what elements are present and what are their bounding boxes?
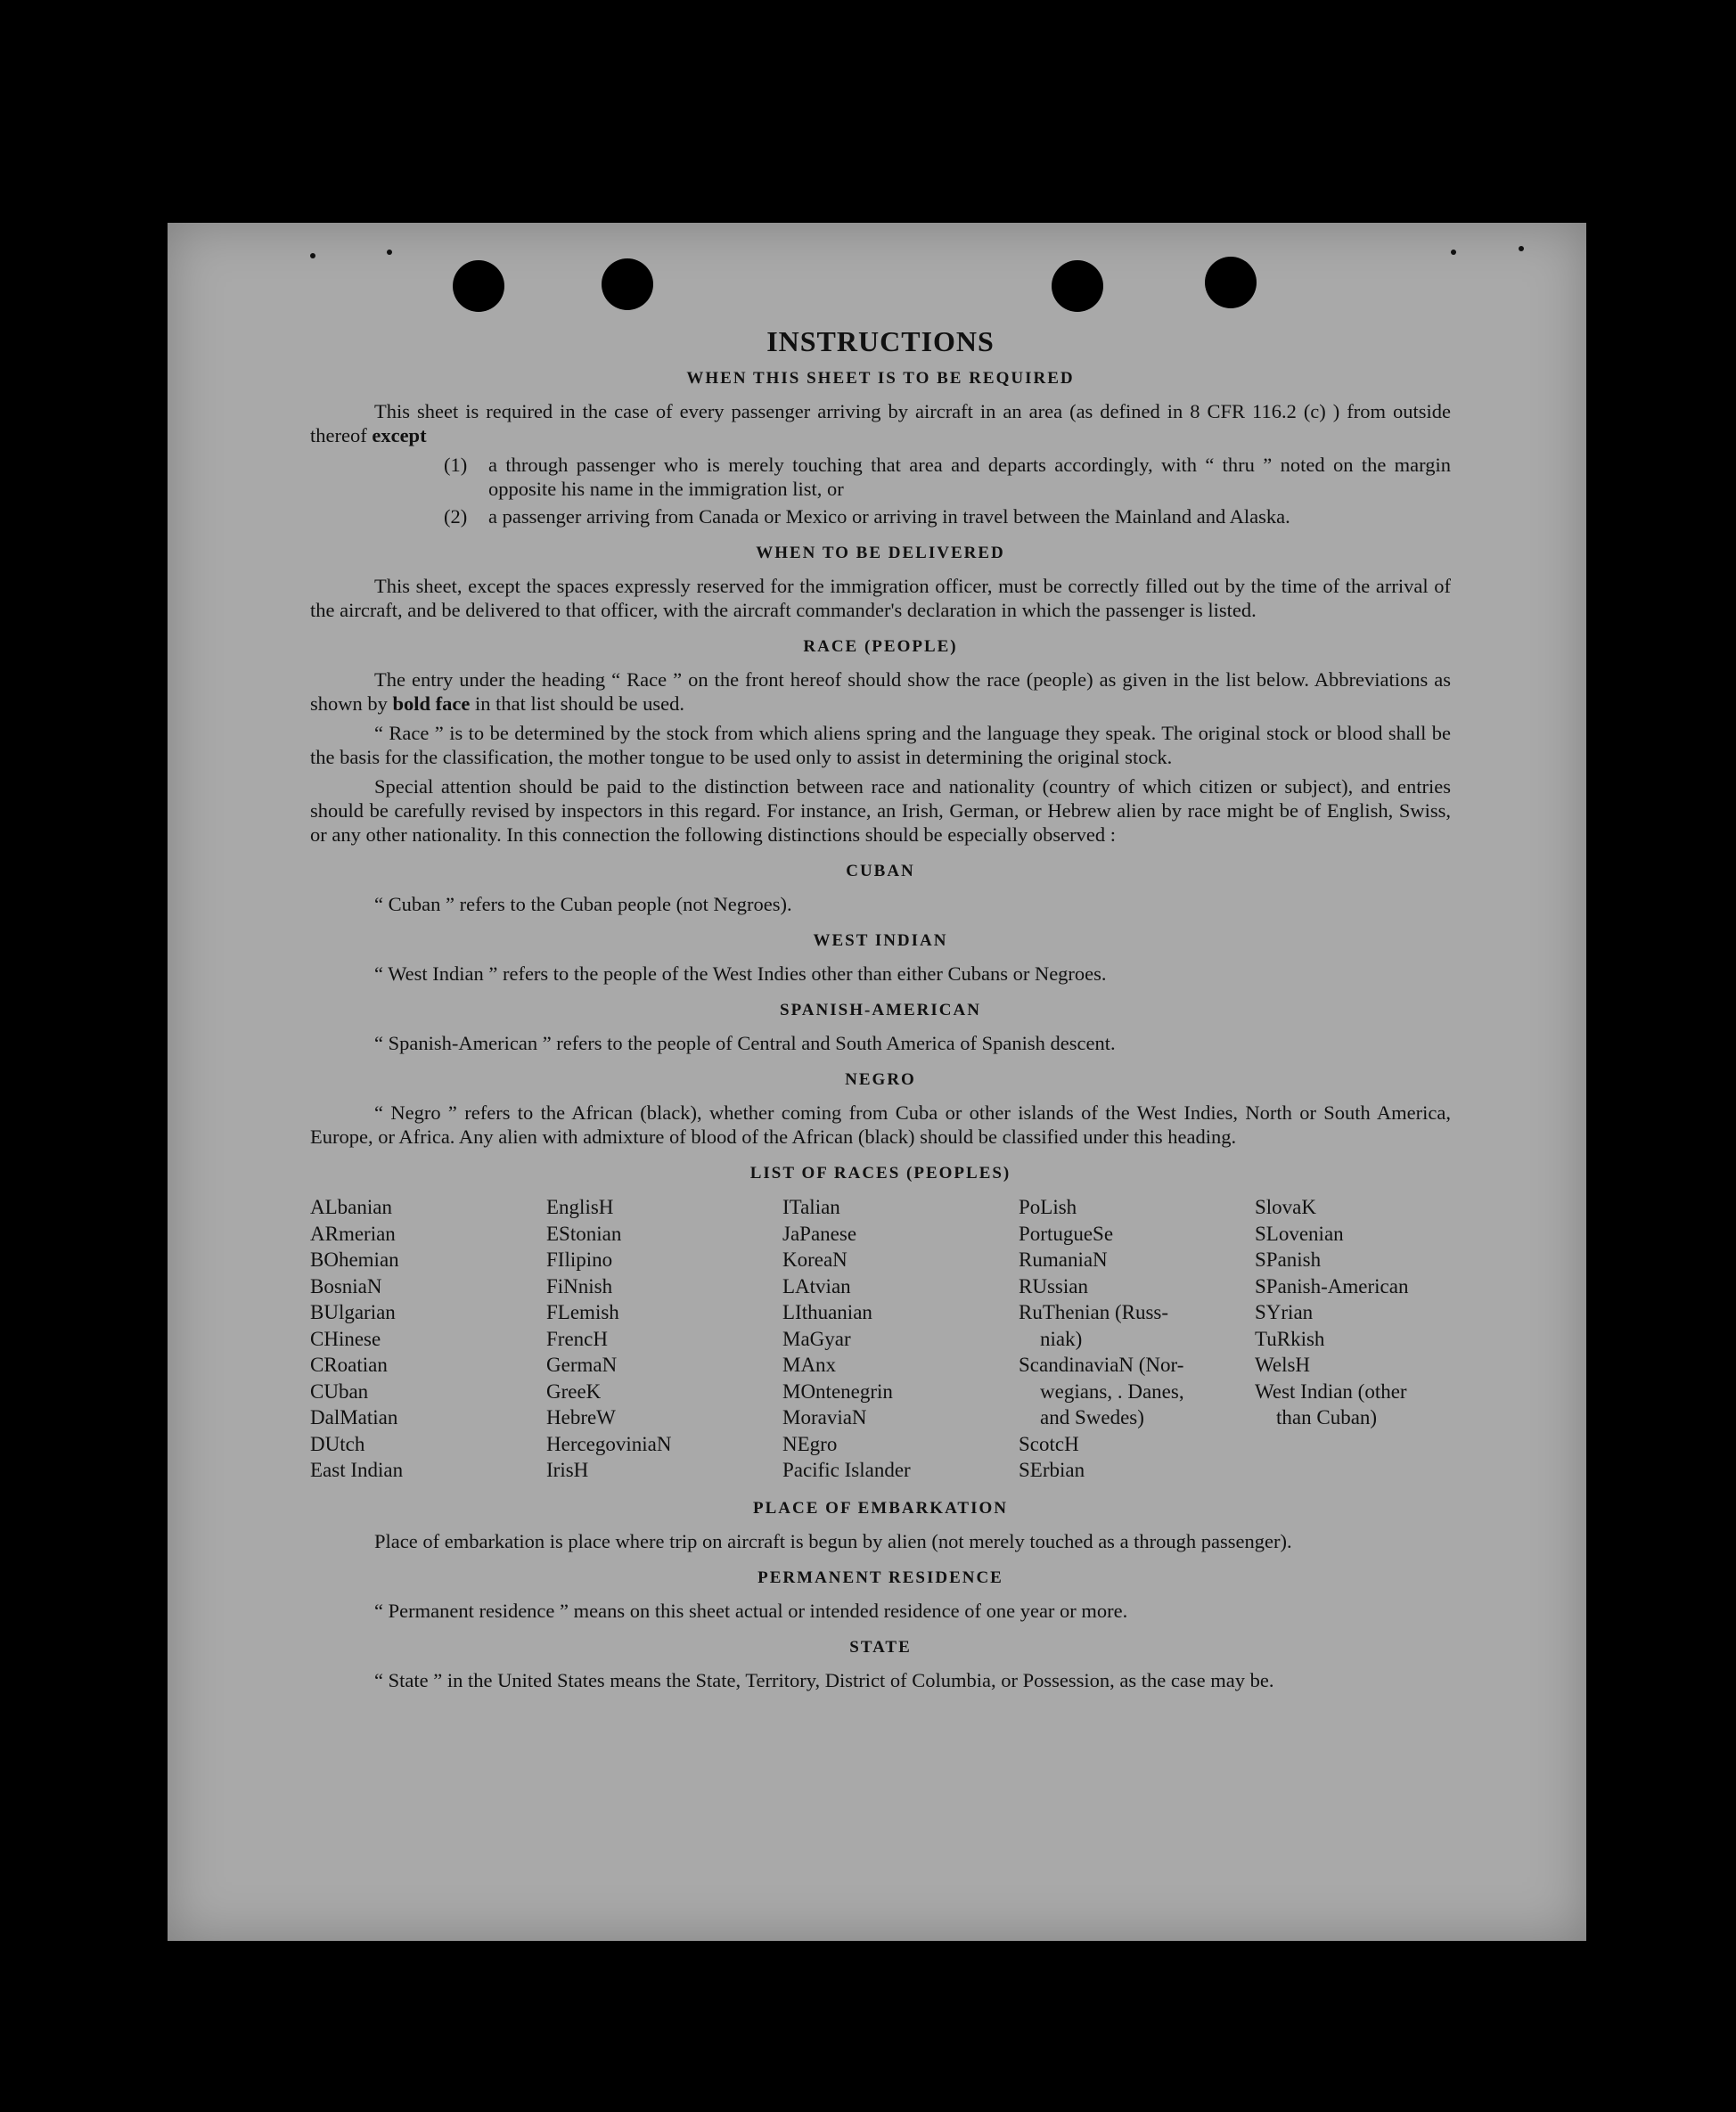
race-entry: than Cuban): [1276, 1406, 1378, 1428]
race-entry: LAtvian: [782, 1274, 851, 1297]
race-entry: DUtch: [310, 1432, 365, 1455]
paragraph: “ Cuban ” refers to the Cuban people (not Negroes).: [374, 893, 792, 915]
race-entry: SlovaK: [1255, 1196, 1316, 1218]
race-entry: TuRkish: [1255, 1327, 1325, 1350]
punch-hole: [602, 258, 653, 310]
race-entry: RUssian: [1019, 1274, 1088, 1297]
race-entry: ITalian: [782, 1196, 840, 1218]
race-entry: JaPanese: [782, 1222, 857, 1245]
section-heading: WHEN TO BE DELIVERED: [756, 544, 1005, 562]
race-entry: CRoatian: [310, 1354, 388, 1376]
race-entry: EStonian: [546, 1222, 622, 1245]
race-column: [1019, 1194, 1255, 1484]
paragraph: “ Race ” is to be determined by the stock from which aliens spring and the language they speak. The original stock or blood shall be the basis for the classification, the mother tongue to be used only to assist in determining the original stock.: [310, 722, 1451, 768]
section-heading: RACE (PEOPLE): [803, 637, 958, 656]
race-entry: IrisH: [546, 1459, 589, 1481]
race-entry: SLovenian: [1255, 1222, 1344, 1245]
race-entry: ScotcH: [1019, 1432, 1079, 1455]
race-entry: BOhemian: [310, 1248, 399, 1271]
race-entry: SPanish: [1255, 1248, 1322, 1271]
race-entry: FrencH: [546, 1327, 608, 1350]
list-item: (1) a through passenger who is merely touching that area and departs accordingly, with “ thru ” noted on the margin opposite his name in the immigration list, or: [444, 454, 1451, 500]
speck: [1451, 250, 1456, 255]
section-heading: NEGRO: [845, 1070, 916, 1089]
race-column: [546, 1194, 782, 1484]
race-column: [1255, 1194, 1491, 1484]
section-heading: PERMANENT RESIDENCE: [757, 1568, 1003, 1587]
race-entry: HercegoviniaN: [546, 1432, 672, 1455]
race-entry: wegians, . Danes,: [1040, 1379, 1184, 1403]
race-entry: FLemish: [546, 1301, 619, 1323]
race-entry: EnglisH: [546, 1196, 614, 1218]
section-heading: WEST INDIAN: [813, 931, 948, 950]
page-title: INSTRUCTIONS: [766, 325, 995, 357]
race-entry: ALbanian: [310, 1196, 392, 1218]
race-entry: Pacific Islander: [782, 1459, 911, 1481]
paragraph: Special attention should be paid to the distinction between race and nationality (country of which citizen or subject), and entries should be carefully revised by inspectors in this regard. For instance, an Irish, German, or Hebrew alien by race might be of English, Swiss, or any other nationality. In this connection the following distinctions should be especially observed :: [310, 775, 1451, 846]
race-entry: ARmerian: [310, 1222, 396, 1245]
race-entry: KoreaN: [782, 1248, 848, 1271]
race-entry: RuThenian (Russ-: [1019, 1301, 1169, 1323]
section-heading: WHEN THIS SHEET IS TO BE REQUIRED: [686, 369, 1075, 388]
race-entry: SYrian: [1255, 1301, 1314, 1323]
paragraph: This sheet, except the spaces expressly reserved for the immigration officer, must be correctly filled out by the time of the arrival of the aircraft, and be delivered to that officer, with the aircraft commander's declaration in which the passenger is listed.: [310, 575, 1451, 621]
paragraph: “ Negro ” refers to the African (black), whether coming from Cuba or other islands of the West Indies, North or South America, Europe, or Africa. Any alien with admixture of blood of the African (black) should be classified under this heading.: [310, 1101, 1451, 1148]
race-entry: MoraviaN: [782, 1406, 867, 1428]
race-entry: PoLish: [1019, 1196, 1077, 1218]
race-entry: niak): [1040, 1327, 1083, 1350]
race-entry: HebreW: [546, 1406, 616, 1428]
race-entry: SErbian: [1019, 1459, 1085, 1481]
race-entry: NEgro: [782, 1432, 838, 1455]
race-entry: PortugueSe: [1019, 1222, 1114, 1245]
list-item: (2) a passenger arriving from Canada or Mexico or arriving in travel between the Mainland and Alaska.: [444, 505, 1290, 528]
section-heading: PLACE OF EMBARKATION: [753, 1498, 1008, 1518]
race-column: [782, 1194, 1019, 1484]
paragraph: The entry under the heading “ Race ” on the front hereof should show the race (people) as given in the list below. Abbreviations as shown by bold face in that list should be used.: [310, 668, 1451, 715]
speck: [387, 250, 392, 255]
document-sheet: [168, 223, 1586, 1941]
race-entry: BosniaN: [310, 1274, 382, 1297]
speck: [1519, 246, 1524, 251]
race-entry: BUlgarian: [310, 1301, 396, 1323]
race-entry: East Indian: [310, 1459, 404, 1481]
punch-hole: [1052, 260, 1103, 312]
race-entry: ScandinaviaN (Nor-: [1019, 1354, 1184, 1376]
race-entry: CHinese: [310, 1327, 381, 1350]
race-entry: FiNnish: [546, 1274, 613, 1297]
race-column: [310, 1194, 546, 1484]
race-entry: GreeK: [546, 1379, 602, 1403]
race-entry: RumaniaN: [1019, 1248, 1108, 1271]
section-heading: SPANISH-AMERICAN: [780, 1001, 981, 1019]
race-entry: MOntenegrin: [782, 1379, 893, 1403]
paragraph: “ Spanish-American ” refers to the people of Central and South America of Spanish descent.: [374, 1032, 1116, 1054]
paragraph: Place of embarkation is place where trip on aircraft is begun by alien (not merely touched as a through passenger).: [374, 1529, 1292, 1552]
punch-hole: [453, 260, 504, 312]
section-heading: CUBAN: [846, 862, 915, 880]
paragraph: “ Permanent residence ” means on this sheet actual or intended residence of one year or more.: [374, 1599, 1128, 1622]
race-entry: SPanish-American: [1255, 1274, 1409, 1297]
section-heading: STATE: [849, 1637, 912, 1657]
punch-hole: [1205, 257, 1257, 308]
race-entry: FIlipino: [546, 1248, 613, 1271]
race-list: [310, 1194, 1451, 1484]
instructions-content: [310, 325, 1451, 1698]
race-entry: MAnx: [782, 1354, 837, 1376]
paragraph: “ State ” in the United States means the State, Territory, District of Columbia, or Possession, as the case may be.: [374, 1668, 1274, 1691]
paragraph: This sheet is required in the case of every passenger arriving by aircraft in an area (as defined in 8 CFR 116.2 (c) ) from outside thereof except: [310, 400, 1451, 446]
race-entry: and Swedes): [1040, 1406, 1144, 1428]
race-entry: LIthuanian: [782, 1301, 872, 1323]
race-entry: DalMatian: [310, 1406, 398, 1428]
race-entry: CUban: [310, 1379, 369, 1403]
section-heading: LIST OF RACES (PEOPLES): [749, 1164, 1011, 1183]
speck: [310, 253, 315, 258]
race-entry: WelsH: [1255, 1354, 1311, 1376]
exceptions-list: [444, 453, 1451, 528]
paragraph: “ West Indian ” refers to the people of the West Indies other than either Cubans or Negroes.: [374, 962, 1107, 985]
race-entry: West Indian (other: [1255, 1379, 1407, 1403]
race-entry: MaGyar: [782, 1327, 851, 1350]
race-entry: GermaN: [546, 1354, 618, 1376]
